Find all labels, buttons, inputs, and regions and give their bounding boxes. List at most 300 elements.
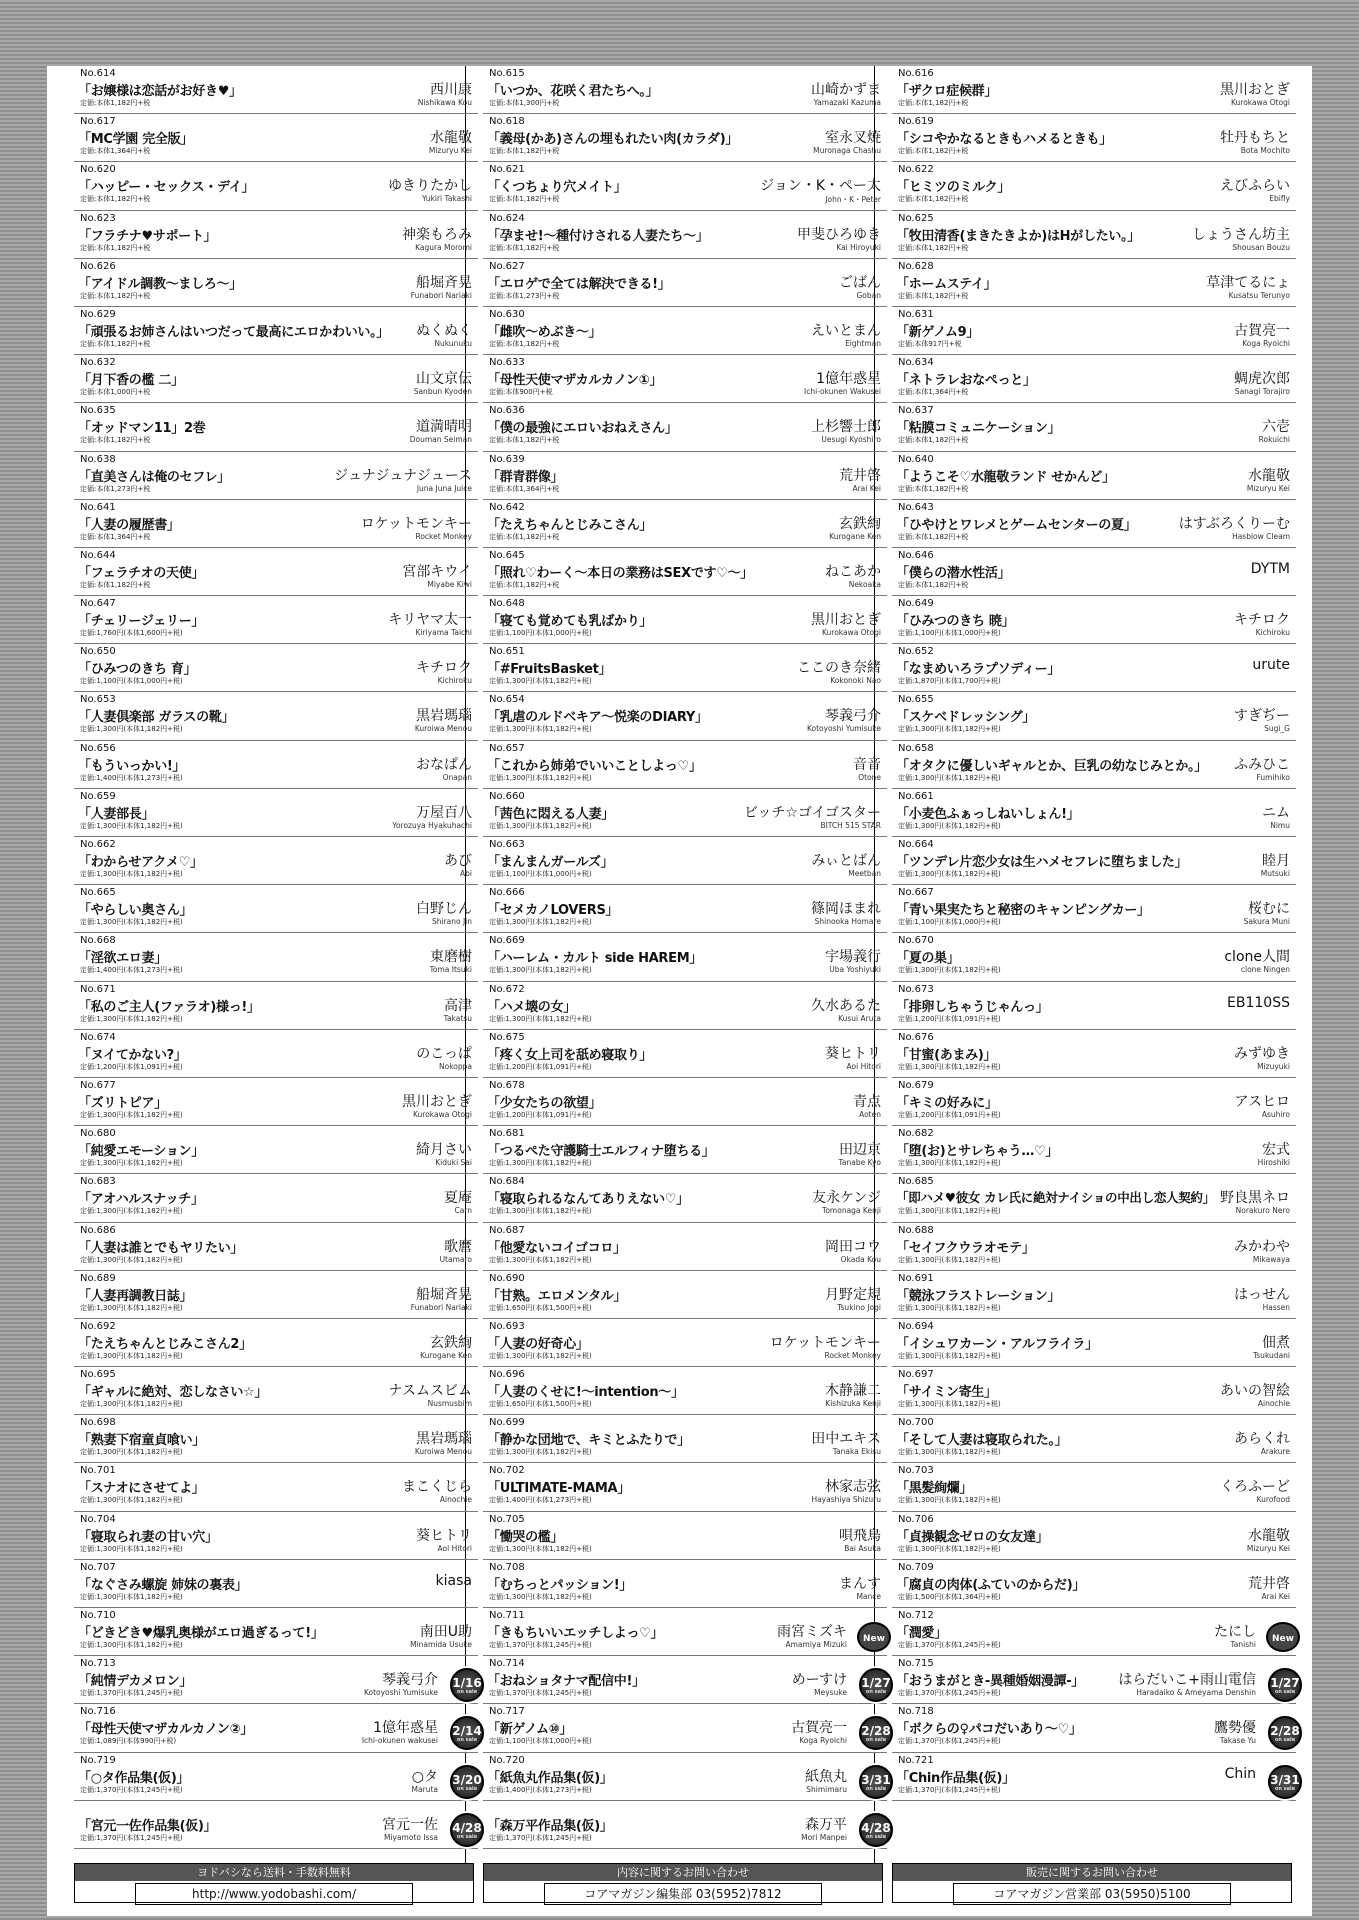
entry-price: 定価:本体1,182円+税: [898, 291, 969, 300]
entry-author-romaji: Kusatsu Terunyo: [1228, 290, 1290, 300]
entry-author: 山文京伝: [416, 371, 472, 388]
entry-price: 定価:1,300円(本体1,182円+税): [80, 1400, 183, 1409]
entry-price: 定価:本体1,182円+税: [898, 195, 969, 204]
on-sale-label: on sale: [865, 1689, 887, 1696]
entry-author-romaji: Kai Hiroyuki: [836, 242, 881, 252]
entry-author: 船堀斉晃: [416, 274, 472, 291]
entry-author: キリヤマ太一: [388, 612, 472, 629]
catalog-entry: [483, 1367, 887, 1415]
catalog-entry: [892, 211, 1296, 259]
entry-price: 定価:1,300円(本体1,182円+税): [898, 1062, 1001, 1071]
catalog-entry: [74, 692, 478, 740]
entry-price: 定価:1,300円(本体1,182円+税): [898, 1400, 1001, 1409]
entry-price: 定価:1,200円(本体1,091円+税): [898, 1014, 1001, 1023]
entry-title: 「慟哭の檻」: [487, 1529, 564, 1545]
entry-author: 宮部キウイ: [402, 563, 472, 580]
entry-author-romaji: Nimu: [1270, 820, 1290, 830]
entry-title: 「ひやけとワレメとゲームセンターの夏」: [896, 517, 1137, 533]
entry-title: 「シコやかなるときもハメるときも」: [896, 132, 1112, 148]
entry-author: DYTM: [1250, 560, 1290, 577]
entry-title: 「ハッピー・セックス・デイ」: [78, 180, 255, 196]
entry-price: 定価:1,370円(本体1,245円+税): [898, 1641, 1001, 1649]
entry-price: 定価:本体1,182円+税: [489, 532, 560, 541]
entry-number: No.678: [489, 1079, 525, 1091]
entry-number: No.634: [898, 357, 934, 369]
entry-author-romaji: Maruta: [411, 1784, 438, 1794]
entry-number: No.691: [898, 1272, 934, 1284]
entry-number: No.688: [898, 1224, 934, 1236]
entry-number: No.715: [898, 1658, 934, 1670]
entry-number: No.713: [80, 1658, 116, 1670]
entry-price: 定価:1,300円(本体1,182円+税): [898, 870, 1001, 878]
entry-author-romaji: Tanabe Kyo: [838, 1158, 881, 1168]
entry-author-romaji: Tanishi: [1230, 1640, 1256, 1649]
catalog-entry: [483, 982, 887, 1030]
entry-author: めーすけ: [791, 1672, 847, 1689]
entry-author-romaji: Mizuryu Kei: [428, 146, 472, 156]
catalog-entry: [483, 1753, 891, 1801]
catalog-entry: [892, 1223, 1296, 1271]
entry-title: 「新ゲノム9」: [896, 324, 980, 340]
entry-price: 定価:本体1,182円+税: [80, 243, 151, 252]
release-date: 1/27: [1270, 1676, 1300, 1691]
entry-author-romaji: Tomonaga Kenji: [822, 1206, 881, 1216]
entry-author-romaji: Norakuro Nero: [1235, 1206, 1290, 1216]
entry-price: 定価:本体1,182円+税: [489, 243, 560, 252]
entry-price: 定価:本体1,182円+税: [898, 99, 969, 107]
catalog-entry: [483, 692, 887, 740]
entry-title: 「なぐさみ螺旋 姉妹の裏表」: [78, 1577, 248, 1593]
entry-title: 「寝取られ妻の甘い穴」: [78, 1529, 218, 1545]
entry-author-romaji: Mizuryu Kei: [1246, 483, 1290, 493]
entry-price: 定価:本体1,182円+税: [489, 147, 560, 156]
entry-number: No.622: [898, 164, 934, 176]
entry-author: ロケットモンキー: [769, 1334, 881, 1351]
catalog-entry: [483, 452, 887, 500]
entry-author-romaji: Hiroshiki: [1257, 1158, 1290, 1168]
catalog-entry: [74, 1656, 482, 1704]
entry-author-romaji: Bai Asuka: [844, 1543, 881, 1553]
entry-number: No.656: [80, 742, 116, 754]
entry-title: 「雌吹～めぶき～」: [487, 324, 602, 340]
entry-author-romaji: Arakure: [1260, 1447, 1290, 1457]
entry-author: 水龍敬: [1248, 467, 1290, 484]
footer-phone: コアマガジン編集部 03(5952)7812: [544, 1883, 822, 1905]
entry-number: No.721: [898, 1754, 934, 1766]
entry-author: 宏式: [1262, 1142, 1290, 1159]
entry-author: 万屋百八: [416, 804, 472, 821]
entry-number: No.711: [489, 1610, 525, 1621]
catalog-entry: [892, 1656, 1300, 1704]
catalog-entry: [74, 1030, 478, 1078]
catalog-entry: [892, 644, 1296, 692]
entry-number: No.705: [489, 1513, 525, 1525]
entry-price: 定価:1,300円(本体1,182円+税): [898, 1351, 1001, 1360]
entry-author-romaji: Ichi-okunen wakusei: [361, 1736, 438, 1746]
entry-number: No.625: [898, 212, 934, 224]
entry-title: 「茜色に悶える人妻」: [487, 806, 615, 822]
entry-number: No.687: [489, 1224, 525, 1236]
entry-number: No.704: [80, 1513, 116, 1525]
catalog-entry: [483, 1319, 887, 1367]
entry-author: くろふーど: [1220, 1479, 1290, 1496]
entry-author-romaji: Shousan Bouzu: [1232, 242, 1290, 252]
entry-number: No.666: [489, 887, 525, 899]
entry-author-romaji: Yorozuya Hyakuhachi: [392, 820, 472, 830]
catalog-entry: [483, 162, 887, 210]
catalog-entry: [74, 1174, 478, 1222]
entry-number: No.700: [898, 1417, 934, 1429]
entry-price: 定価:本体1,300円+税: [489, 99, 560, 107]
catalog-entry: [892, 692, 1296, 740]
new-badge: New: [857, 1622, 891, 1652]
entry-number: No.639: [489, 453, 525, 465]
catalog-entry: [483, 1801, 891, 1849]
catalog-entry: [74, 403, 478, 451]
entry-number: No.707: [80, 1561, 116, 1573]
catalog-entry: [483, 355, 887, 403]
catalog-column-2: [483, 66, 891, 1849]
entry-price: 定価:1,650円(本体1,500円+税): [489, 1400, 592, 1409]
entry-author-romaji: Haradaiko & Ameyama Denshin: [1136, 1688, 1256, 1698]
catalog-entry: [892, 548, 1296, 596]
entry-price: 定価:1,300円(本体1,182円+税): [898, 1544, 1001, 1553]
entry-author: 綺月さい: [416, 1142, 472, 1159]
entry-author: 東磨樹: [430, 949, 472, 966]
entry-number: No.645: [489, 549, 525, 561]
entry-title: 「おねショタナマ配信中!」: [487, 1674, 645, 1690]
entry-price: 定価:本体1,273円+税: [489, 291, 560, 300]
entry-price: 定価:1,300円(本体1,182円+税): [80, 1544, 183, 1553]
entry-number: No.703: [898, 1465, 934, 1477]
entry-price: 定価:1,300円(本体1,182円+税): [489, 966, 592, 975]
entry-title: 「いつか、花咲く君たちへ。」: [487, 84, 659, 99]
entry-price: 定価:1,300円(本体1,182円+税): [898, 1448, 1001, 1457]
entry-price: 定価:1,300円(本体1,182円+税): [489, 1544, 592, 1553]
entry-author: 木静謙二: [825, 1383, 881, 1400]
entry-price: 定価:1,300円(本体1,182円+税): [489, 1592, 592, 1601]
entry-number: No.620: [80, 164, 116, 176]
entry-number: No.615: [489, 68, 525, 79]
entry-author: ロケットモンキー: [360, 515, 472, 532]
entry-author: 葵ヒトリ: [416, 1527, 472, 1544]
entry-number: No.630: [489, 308, 525, 320]
entry-number: No.644: [80, 549, 116, 561]
entry-title: 「やらしい奥さん」: [78, 903, 193, 919]
on-sale-label: on sale: [1274, 1785, 1296, 1792]
entry-number: No.653: [80, 694, 116, 706]
catalog-entry: [74, 548, 478, 596]
entry-number: No.648: [489, 598, 525, 610]
entry-title: 「もういっかい!」: [78, 758, 186, 774]
entry-title: 「ヒミツのミルク」: [896, 180, 1011, 196]
entry-author: えびふらい: [1220, 178, 1290, 195]
entry-author: ごばん: [839, 274, 881, 291]
catalog-entry: [483, 1126, 887, 1174]
entry-author: ジュナジュナジュース: [334, 467, 472, 484]
catalog-entry: [483, 259, 887, 307]
entry-author-romaji: Kurokawa Otogi: [412, 1109, 472, 1119]
entry-title: 「森万平作品集(仮)」: [487, 1818, 613, 1834]
release-date-badge: [859, 1716, 893, 1750]
entry-title: 「青い果実たちと秘密のキャンピングカー」: [896, 903, 1150, 919]
entry-title: 「ギャルに絶対、恋しなさい☆」: [78, 1385, 268, 1401]
entry-author: 玄鉄絢: [839, 515, 881, 532]
entry-number: No.614: [80, 68, 116, 79]
entry-price: 定価:本体900円+税: [489, 388, 553, 397]
catalog-entry: [74, 885, 478, 933]
entry-number: No.680: [80, 1128, 116, 1140]
entry-number: No.708: [489, 1561, 525, 1573]
entry-title: 「寝取られるなんてありえない♡」: [487, 1192, 689, 1208]
entry-number: No.667: [898, 887, 934, 899]
entry-author-romaji: Kusui Aruta: [838, 1013, 881, 1023]
entry-title: 「僕の最強にエロいおねえさん」: [487, 421, 678, 437]
entry-title: 「人妻の履歴書」: [78, 517, 180, 533]
entry-number: No.628: [898, 260, 934, 272]
entry-author: 久水あるた: [811, 997, 881, 1014]
entry-author: 林家志弦: [825, 1479, 881, 1496]
catalog-entry: [74, 982, 478, 1030]
entry-author: ジョン・K・ペー太: [760, 178, 881, 195]
entry-title: 「くつちょり穴メイト」: [487, 180, 627, 196]
entry-author-romaji: Kiduki Sai: [435, 1158, 472, 1168]
entry-price: 定価:1,100円(本体1,000円+税): [489, 870, 592, 878]
entry-price: 定価:本体1,182円+税: [489, 436, 560, 445]
catalog-sheet: [47, 66, 1312, 1916]
entry-author: はすぶろくりーむ: [1178, 515, 1290, 532]
entry-author-romaji: Ainochie: [439, 1495, 472, 1505]
entry-price: 定価:1,300円(本体1,182円+税): [898, 773, 1001, 782]
entry-author: ゆきりたかし: [388, 178, 472, 195]
new-badge: New: [1266, 1622, 1300, 1652]
entry-author-romaji: Muronaga Chashu: [813, 146, 881, 156]
entry-author: 琴義弓介: [382, 1672, 438, 1689]
entry-price: 定価:1,300円(本体1,182円+税): [80, 1255, 183, 1264]
entry-author-romaji: Hasblow Cleam: [1232, 531, 1290, 541]
catalog-entry: [483, 1704, 891, 1752]
release-date-badge: [450, 1716, 484, 1750]
entry-number: No.661: [898, 790, 934, 802]
entry-price: 定価:1,370円(本体1,245円+税): [80, 1689, 183, 1698]
entry-price: 定価:1,300円(本体1,182円+税): [898, 1303, 1001, 1312]
entry-title: 「月下香の檻 二」: [78, 373, 184, 389]
entry-price: 定価:1,300円(本体1,182円+税): [898, 1207, 1001, 1216]
entry-price: 定価:1,300円(本体1,182円+税): [80, 1448, 183, 1457]
entry-author: みかわや: [1234, 1238, 1290, 1255]
entry-author: 唄飛鳥: [839, 1527, 881, 1544]
entry-author-romaji: Funabori Nariaki: [410, 1302, 472, 1312]
entry-author: あいの智絵: [1220, 1383, 1290, 1400]
catalog-entry: [892, 837, 1296, 885]
catalog-entry: [483, 307, 887, 355]
entry-number: No.694: [898, 1320, 934, 1332]
entry-author: 青点: [853, 1093, 881, 1110]
footer-url[interactable]: http://www.yodobashi.com/: [135, 1883, 413, 1905]
catalog-entry: [483, 1608, 887, 1656]
entry-price: 定価:1,400円(本体1,273円+税): [489, 1496, 592, 1505]
entry-title: 「イシュワカーン・アルフライラ」: [896, 1336, 1098, 1352]
entry-number: No.716: [80, 1706, 116, 1718]
entry-title: 「むちっとパッション!」: [487, 1577, 633, 1593]
entry-price: 定価:1,300円(本体1,182円+税): [489, 918, 592, 927]
entry-price: 定価:1,300円(本体1,182円+税): [898, 725, 1001, 734]
entry-title: 「ズリトピア」: [78, 1095, 167, 1111]
entry-price: 定価:本体1,182円+税: [489, 339, 560, 348]
entry-author-romaji: Kichiroku: [1255, 628, 1290, 638]
entry-price: 定価:1,300円(本体1,182円+税): [489, 1351, 592, 1360]
catalog-entry: [483, 548, 887, 596]
catalog-entry: [483, 1560, 887, 1608]
entry-price: 定価:1,200円(本体1,091円+税): [80, 1062, 183, 1071]
entry-author-romaji: Arai Kei: [852, 483, 881, 493]
entry-author-romaji: Rocket Monkey: [415, 531, 472, 541]
entry-number: No.664: [898, 839, 934, 850]
entry-author-romaji: Kurogane Ken: [829, 531, 881, 541]
catalog-entry: [892, 307, 1296, 355]
entry-title: 「甘蜜(あまみ)」: [896, 1047, 997, 1063]
entry-number: No.681: [489, 1128, 525, 1140]
release-date: 3/20: [452, 1772, 482, 1787]
entry-price: 定価:1,370円(本体1,245円+税): [489, 1641, 592, 1649]
catalog-entry: [74, 789, 478, 837]
entry-number: No.706: [898, 1513, 934, 1525]
entry-author: はらだいこ+雨山電信: [1118, 1672, 1256, 1689]
entry-number: No.709: [898, 1561, 934, 1573]
catalog-entry: [74, 1801, 482, 1849]
catalog-entry: [74, 355, 478, 403]
entry-title: 「僕らの潜水性活」: [896, 565, 1011, 581]
catalog-entry: [892, 403, 1296, 451]
entry-title: 「そして人妻は寝取られた。」: [896, 1433, 1068, 1449]
entry-author: あび: [444, 853, 472, 869]
entry-price: 定価:1,200円(本体1,091円+税): [489, 1110, 592, 1119]
entry-author-romaji: Ichi-okunen Wakusei: [804, 387, 881, 397]
entry-title: 「Chin作品集(仮)」: [896, 1770, 1015, 1786]
entry-author: 神楽もろみ: [402, 226, 472, 243]
catalog-entry: [74, 1078, 478, 1126]
entry-number: No.635: [80, 405, 116, 417]
release-date: 4/28: [861, 1820, 891, 1835]
entry-title: 「貞操観念ゼロの女友達」: [896, 1529, 1049, 1545]
entry-title: 「淫欲エロ妻」: [78, 951, 167, 967]
entry-author-romaji: Mance: [856, 1591, 881, 1601]
release-date-badge: [859, 1813, 893, 1847]
entry-author-romaji: Miyamoto Issa: [383, 1832, 438, 1842]
catalog-entry: [892, 789, 1296, 837]
on-sale-label: on sale: [865, 1833, 887, 1840]
entry-price: 定価:1,300円(本体1,182円+税): [80, 1592, 183, 1601]
footer-yodobashi: [74, 1863, 474, 1903]
entry-author-romaji: Fumihiko: [1256, 772, 1290, 782]
entry-title: 「まんまんガールズ」: [487, 855, 614, 870]
entry-price: 定価:1,300円(本体1,182円+税): [80, 918, 183, 927]
entry-author: キチロク: [1234, 612, 1290, 629]
entry-price: 定価:本体1,182円+税: [898, 532, 969, 541]
entry-author-romaji: Kokonoki Nao: [830, 676, 881, 686]
entry-number: No.696: [489, 1369, 525, 1381]
entry-title: 「ハーレム・カルト side HAREM」: [487, 951, 703, 967]
catalog-entry: [892, 1463, 1296, 1511]
entry-author-romaji: Kurokawa Otogi: [1230, 98, 1290, 107]
entry-price: 定価:1,500円(本体1,364円+税): [898, 1592, 1001, 1601]
entry-number: No.637: [898, 405, 934, 417]
entry-author-romaji: Douman Seiman: [409, 435, 472, 445]
entry-number: No.621: [489, 164, 525, 176]
catalog-entry: [892, 982, 1296, 1030]
entry-title: 「潤愛」: [896, 1626, 947, 1641]
entry-author: 鷹勢優: [1214, 1720, 1256, 1737]
entry-number: No.695: [80, 1369, 116, 1381]
entry-title: 「ザクロ症候群」: [896, 84, 998, 99]
entry-title: 「腐貞の肉体(ふていのからだ)」: [896, 1577, 1086, 1593]
entry-number: No.718: [898, 1706, 934, 1718]
entry-number: No.652: [898, 646, 934, 658]
entry-title: 「どきどき♥爆乳奥様がエロ過ぎるって!」: [78, 1626, 324, 1641]
entry-author-romaji: BITCH 515 STAR: [820, 820, 881, 830]
entry-author: すぎぢー: [1234, 708, 1290, 725]
entry-title: 「ツンデレ片恋少女は生ハメセフレに堕ちました」: [896, 855, 1188, 870]
entry-number: No.627: [489, 260, 525, 272]
entry-title: 「ハメ壊の女」: [487, 999, 576, 1015]
catalog-entry: [74, 1608, 478, 1656]
catalog-entry: [892, 500, 1296, 548]
entry-number: No.690: [489, 1272, 525, 1284]
entry-number: No.623: [80, 212, 116, 224]
entry-title: 「キミの好みに」: [896, 1095, 998, 1111]
catalog-entry: [74, 307, 478, 355]
entry-title: 「排卵しちゃうじゃんっ」: [896, 999, 1049, 1015]
entry-number: No.640: [898, 453, 934, 465]
entry-author-romaji: Nukunuku: [434, 338, 472, 348]
entry-number: No.662: [80, 839, 116, 850]
entry-author: しょうさん坊主: [1192, 226, 1290, 243]
entry-title: 「人妻の好奇心」: [487, 1336, 589, 1352]
entry-author-romaji: Sakura Muni: [1243, 917, 1290, 927]
release-date-badge: [450, 1668, 484, 1702]
entry-price: 定価:本体1,182円+税: [80, 436, 151, 445]
entry-title: 「直美さんは俺のセフレ」: [78, 469, 230, 485]
entry-price: 定価:1,100円(本体1,000円+税): [489, 629, 592, 638]
entry-number: No.663: [489, 839, 525, 850]
entry-author: 黒川おとぎ: [811, 612, 881, 629]
entry-title: 「ボクらの♀パコだいあり～♡」: [896, 1722, 1082, 1738]
entry-title: 「たえちゃんとじみこさん2」: [78, 1336, 252, 1352]
catalog-entry: [74, 1704, 482, 1752]
entry-title: 「人妻は誰とでもヤリたい」: [78, 1240, 244, 1256]
entry-title: 「他愛ないコイゴコロ」: [487, 1240, 626, 1256]
entry-title: 「ホームステイ」: [896, 276, 997, 292]
entry-author: 友永ケンジ: [812, 1190, 881, 1207]
entry-author: 古賀亮一: [1234, 322, 1290, 339]
catalog-entry: [892, 1271, 1296, 1319]
release-date: 2/14: [452, 1724, 482, 1739]
entry-author-romaji: Utamaro: [439, 1254, 472, 1264]
entry-title: 「オタクに優しいギャルとか、巨乳の幼なじみとか。」: [896, 758, 1208, 774]
entry-author: 荒井啓: [839, 467, 881, 484]
entry-price: 定価:1,300円(本体1,182円+税): [489, 1207, 592, 1216]
entry-author-romaji: Nishikawa Kou: [417, 98, 472, 107]
catalog-entry: [483, 211, 887, 259]
entry-author-romaji: Sugi_G: [1264, 724, 1290, 734]
entry-author: 白野じん: [416, 901, 472, 918]
entry-author: はっせん: [1234, 1286, 1290, 1303]
entry-author: まんす: [839, 1575, 881, 1592]
catalog-entry: [74, 500, 478, 548]
release-date-badge: [1268, 1668, 1302, 1702]
entry-number: No.720: [489, 1754, 525, 1766]
entry-author-romaji: Aoten: [859, 1109, 881, 1119]
